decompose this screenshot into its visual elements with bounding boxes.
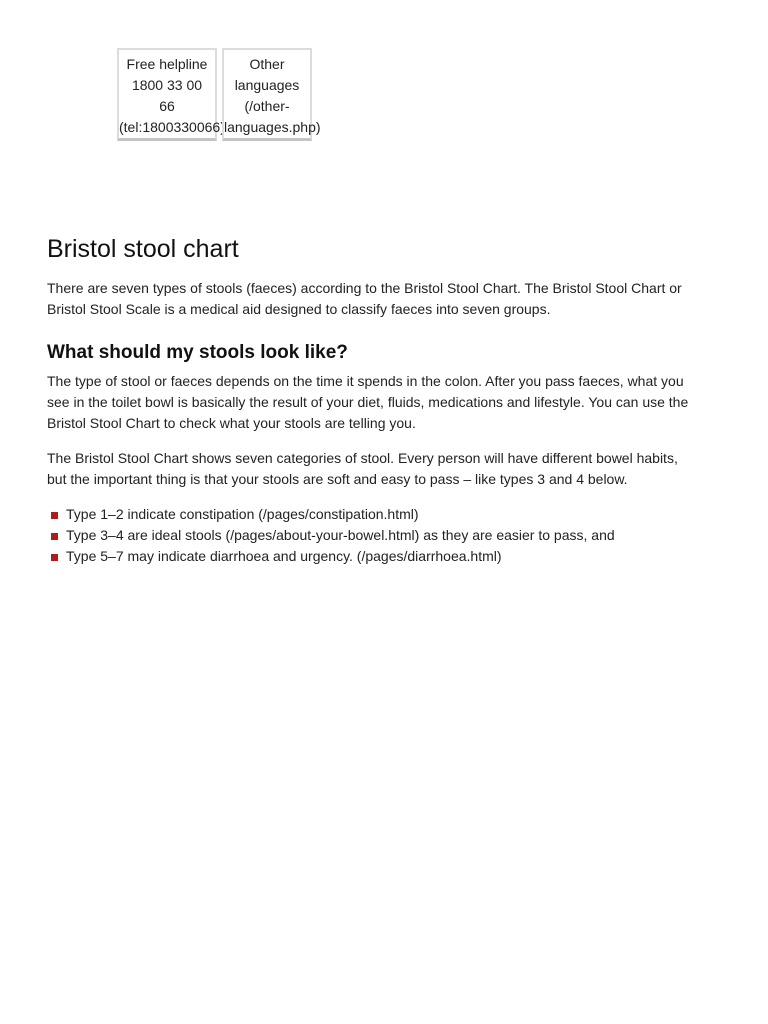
list-item: [47, 525, 697, 546]
languages-line-1: Other: [249, 56, 285, 72]
free-helpline-link[interactable]: [117, 48, 225, 141]
list-item-text[interactable]: Type 3–4 are ideal stools (/pages/about-your-bowel.html) as they are easier to pass, and: [66, 527, 615, 543]
bullet-square-icon: [51, 512, 58, 519]
helpline-line-4: (tel:1800330066): [119, 119, 225, 135]
section-heading: What should my stools look like?: [47, 342, 348, 363]
other-languages-link[interactable]: [222, 48, 321, 141]
stool-type-paragraph: The type of stool or faeces depends on the time it spends in the colon. After you pass faeces, what you see in the toilet bowl is basically the result of your diet, fluids, medications and lifestyle. You can use the Bristol Stool Chart to check what your stools are telling you.: [47, 373, 689, 431]
top-links: [117, 48, 321, 141]
bullet-square-icon: [51, 533, 58, 540]
article-content: [47, 231, 697, 567]
intro-paragraph: There are seven types of stools (faeces) according to the Bristol Stool Chart. The Bristol Stool Chart or Bristol Stool Scale is a medical aid designed to classify faeces into seven groups.: [47, 280, 682, 317]
list-item: [47, 546, 697, 567]
languages-line-3: (/other-: [244, 98, 290, 114]
helpline-line-3: 66: [159, 98, 175, 114]
helpline-line-2: 1800 33 00: [131, 77, 203, 93]
languages-line-4: languages.php): [224, 119, 321, 135]
list-item: [47, 504, 697, 525]
helpline-line-1: Free helpline: [126, 56, 208, 72]
languages-line-2: languages: [234, 77, 300, 93]
list-item-text[interactable]: Type 1–2 indicate constipation (/pages/constipation.html): [66, 506, 419, 522]
page-title: Bristol stool chart: [47, 235, 239, 263]
chart-categories-paragraph: The Bristol Stool Chart shows seven categories of stool. Every person will have different bowel habits, but the important thing is that your stools are soft and easy to pass – like types 3 and 4 below.: [47, 450, 678, 487]
stool-type-list: [47, 504, 697, 567]
bullet-square-icon: [51, 554, 58, 561]
list-item-text[interactable]: Type 5–7 may indicate diarrhoea and urgency. (/pages/diarrhoea.html): [66, 548, 502, 564]
